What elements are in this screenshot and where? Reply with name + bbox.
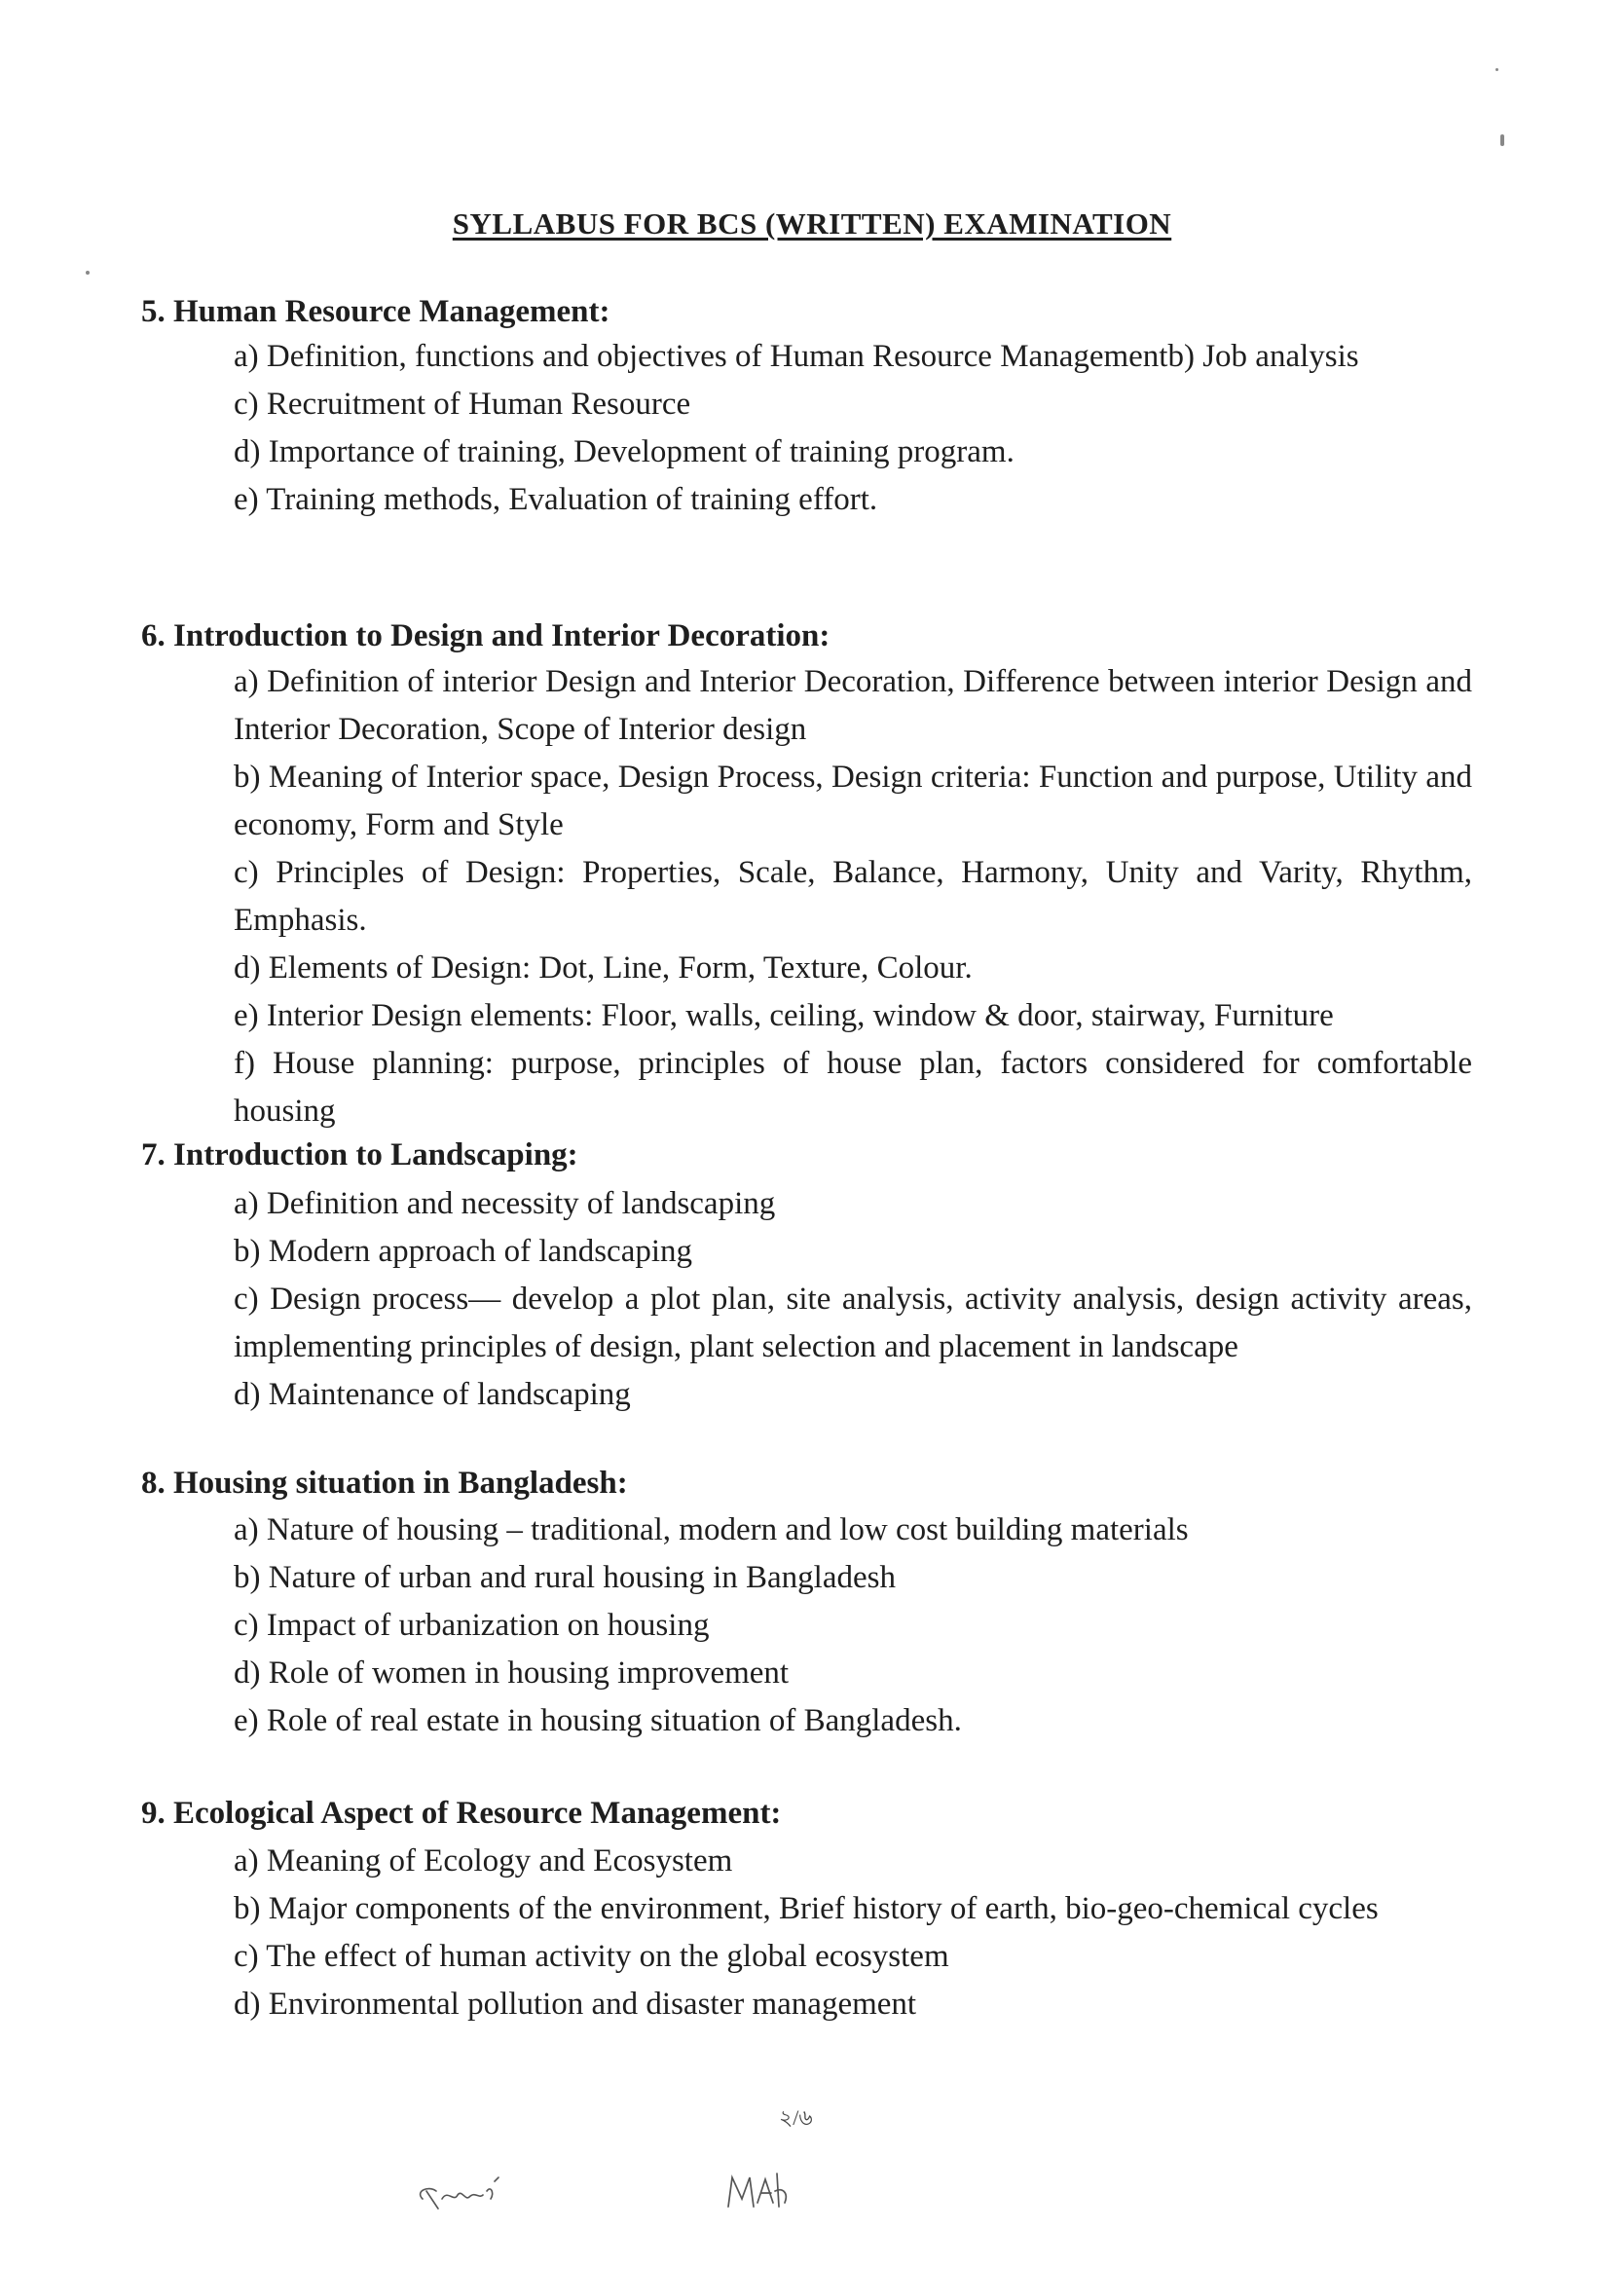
section-items [234,1180,1472,1419]
list-item: e) Interior Design elements: Floor, walls, ceiling, window & door, stairway, Furniture [234,998,1334,1033]
list-item: d) Elements of Design: Dot, Line, Form, Texture, Colour. [234,950,973,986]
section-heading: 8. Housing situation in Bangladesh: [141,1466,628,1501]
list-item: f) House planning: purpose, principles of house plan, factors considered for comfortable housing [234,1046,1472,1129]
section-heading: 5. Human Resource Management: [141,294,610,329]
list-item: d) Importance of training, Development of training program. [234,434,1015,469]
section-heading: 6. Introduction to Design and Interior Decoration: [141,618,830,653]
section-items [234,1838,1472,2028]
list-item: a) Definition of interior Design and Interior Decoration, Difference between interior Design and Interior Decoration, Scope of Interior design [234,664,1472,747]
section-items [234,658,1472,1135]
list-item: d) Maintenance of landscaping [234,1377,631,1412]
list-item: a) Nature of housing – traditional, modern and low cost building materials [234,1512,1189,1547]
list-item: c) Principles of Design: Properties, Scale, Balance, Harmony, Unity and Varity, Rhythm, Emphasis. [234,855,1472,938]
section-heading: 7. Introduction to Landscaping: [141,1137,578,1172]
signature-left [409,2170,516,2216]
list-item: e) Training methods, Evaluation of training effort. [234,482,878,517]
list-item: b) Nature of urban and rural housing in Bangladesh [234,1560,896,1595]
list-item: d) Environmental pollution and disaster management [234,1987,917,2022]
list-item: d) Role of women in housing improvement [234,1655,790,1691]
page-number: ২/৬ [779,2105,813,2130]
list-item: c) The effect of human activity on the global ecosystem [234,1939,949,1974]
list-item: c) Recruitment of Human Resource [234,387,691,422]
section-heading: 9. Ecological Aspect of Resource Management: [141,1796,782,1831]
section-items [234,333,1472,524]
list-item: b) Modern approach of landscaping [234,1234,693,1269]
list-item: b) Meaning of Interior space, Design Process, Design criteria: Function and purpose, Utility and economy, Form and Style [234,760,1472,842]
scan-speck [86,271,90,275]
signature-right [720,2164,798,2218]
list-item: c) Design process— develop a plot plan, site analysis, activity analysis, design activity areas, implementing principles of design, plant selection and placement in landscape [234,1282,1472,1364]
section-items [234,1506,1472,1745]
scan-speck [1500,134,1504,146]
document-title: SYLLABUS FOR BCS (WRITTEN) EXAMINATION [452,206,1172,241]
list-item: a) Definition and necessity of landscaping [234,1186,776,1221]
list-item: a) Definition, functions and objectives of Human Resource Managementb) Job analysis [234,339,1359,374]
list-item: a) Meaning of Ecology and Ecosystem [234,1843,733,1878]
scan-speck [1495,68,1498,71]
list-item: e) Role of real estate in housing situation of Bangladesh. [234,1703,962,1738]
list-item: c) Impact of urbanization on housing [234,1608,710,1643]
list-item: b) Major components of the environment, Brief history of earth, bio-geo-chemical cycles [234,1891,1379,1926]
